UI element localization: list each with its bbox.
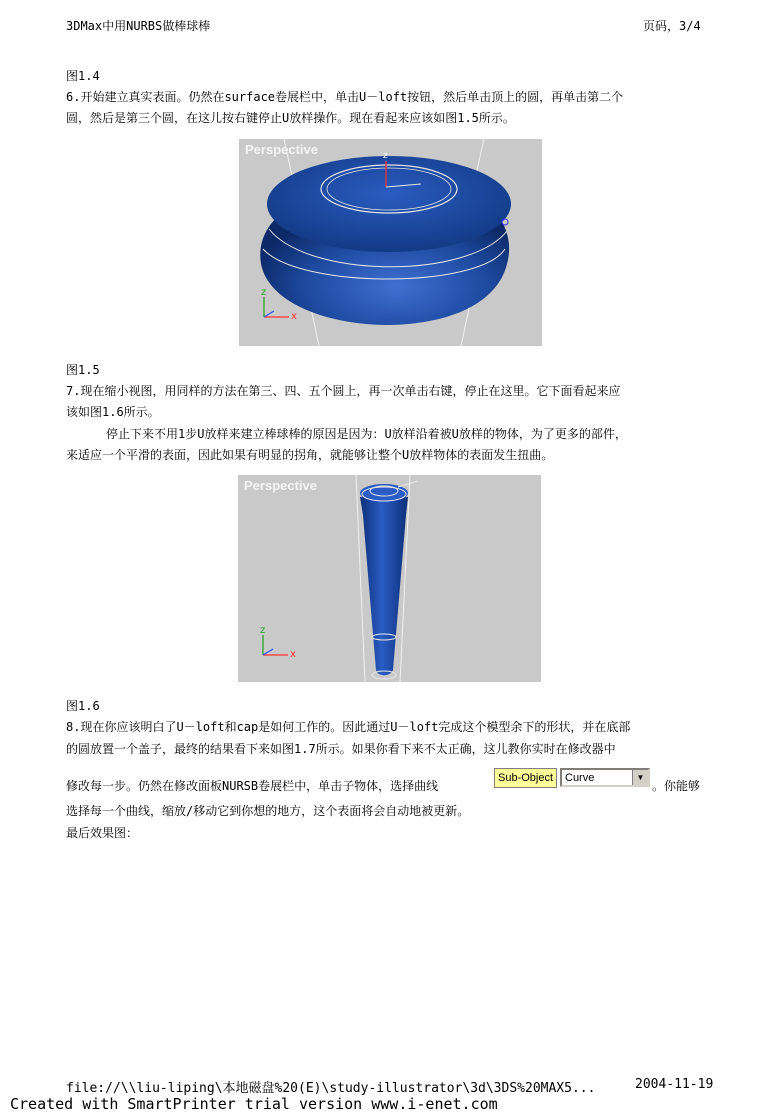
para-line2: 来适应一个平滑的表面，因此如果有明显的拐角，就能够让整个U放样物体的表面发生扭曲。	[66, 448, 554, 462]
para-line1: 停止下来不用1步U放样来建立棒球棒的原因是因为：U放样沿着被U放样的物体，为了更多的部件，	[106, 427, 627, 441]
fig-1-6-caption: 图1.6	[66, 699, 100, 713]
perspective-viewport-fig-1-5	[239, 139, 542, 346]
step6-line1: 6.开始建立真实表面。仍然在surface卷展栏中，单击U－loft按钮，然后单击顶上的圆，再单击第二个	[66, 90, 624, 104]
step8-line3-after: 。你能够	[652, 779, 701, 793]
page-indicator: 页码，3/4	[643, 19, 701, 33]
footer-date: 2004-11-19	[635, 1077, 714, 1092]
curve-select[interactable]	[560, 768, 650, 787]
x-axis-label: x	[291, 311, 297, 322]
sub-object-button[interactable]: Sub-Object	[494, 768, 557, 788]
x-axis-label: x	[290, 649, 296, 660]
z-axis-label: z	[260, 625, 266, 636]
bat-render	[238, 475, 541, 682]
bowl-render	[239, 139, 542, 346]
viewport-label: Perspective	[244, 478, 317, 493]
perspective-viewport-fig-1-6	[238, 475, 541, 682]
fig-1-4-caption: 图1.4	[66, 69, 100, 83]
step8-line3-before: 修改每一步。仍然在修改面板NURSB卷展栏中，单击子物体，选择曲线	[66, 779, 439, 793]
fig-1-5-caption: 图1.5	[66, 363, 100, 377]
step6-line2: 圆，然后是第三个圆，在这儿按右键停止U放样操作。现在看起来应该如图1.5所示。	[66, 111, 515, 125]
document-title: 3DMax中用NURBS做棒球棒	[66, 19, 211, 33]
watermark: Created with SmartPrinter trial version www.i-enet.com	[10, 1095, 498, 1113]
svg-text:z: z	[383, 151, 388, 161]
viewport-label: Perspective	[245, 142, 318, 157]
step8-line2: 的圆放置一个盖子，最终的结果看下来如图1.7所示。如果你看下来不太正确，这儿教你实时在修改器中	[66, 742, 616, 756]
step8-line1: 8.现在你应该明白了U－loft和cap是如何工作的。因此通过U－loft完成这个模型余下的形状，并在底部	[66, 720, 631, 734]
footer-path: file://\\liu-liping\本地磁盘%20(E)\study-illustrator\3d\3DS%20MAX5...	[66, 1081, 596, 1096]
step7-line1: 7.现在缩小视图，用同样的方法在第三、四、五个圆上，再一次单击右键，停止在这里。它下面看起来应	[66, 384, 621, 398]
z-axis-label: z	[261, 287, 267, 298]
step8-line4: 选择每一个曲线，缩放/移动它到你想的地方，这个表面将会自动地被更新。	[66, 804, 470, 818]
curve-select-value: Curve	[565, 772, 595, 784]
chevron-down-icon[interactable]: ▼	[632, 770, 648, 785]
final-label: 最后效果图：	[66, 826, 139, 840]
step7-line2: 该如图1.6所示。	[66, 405, 160, 419]
